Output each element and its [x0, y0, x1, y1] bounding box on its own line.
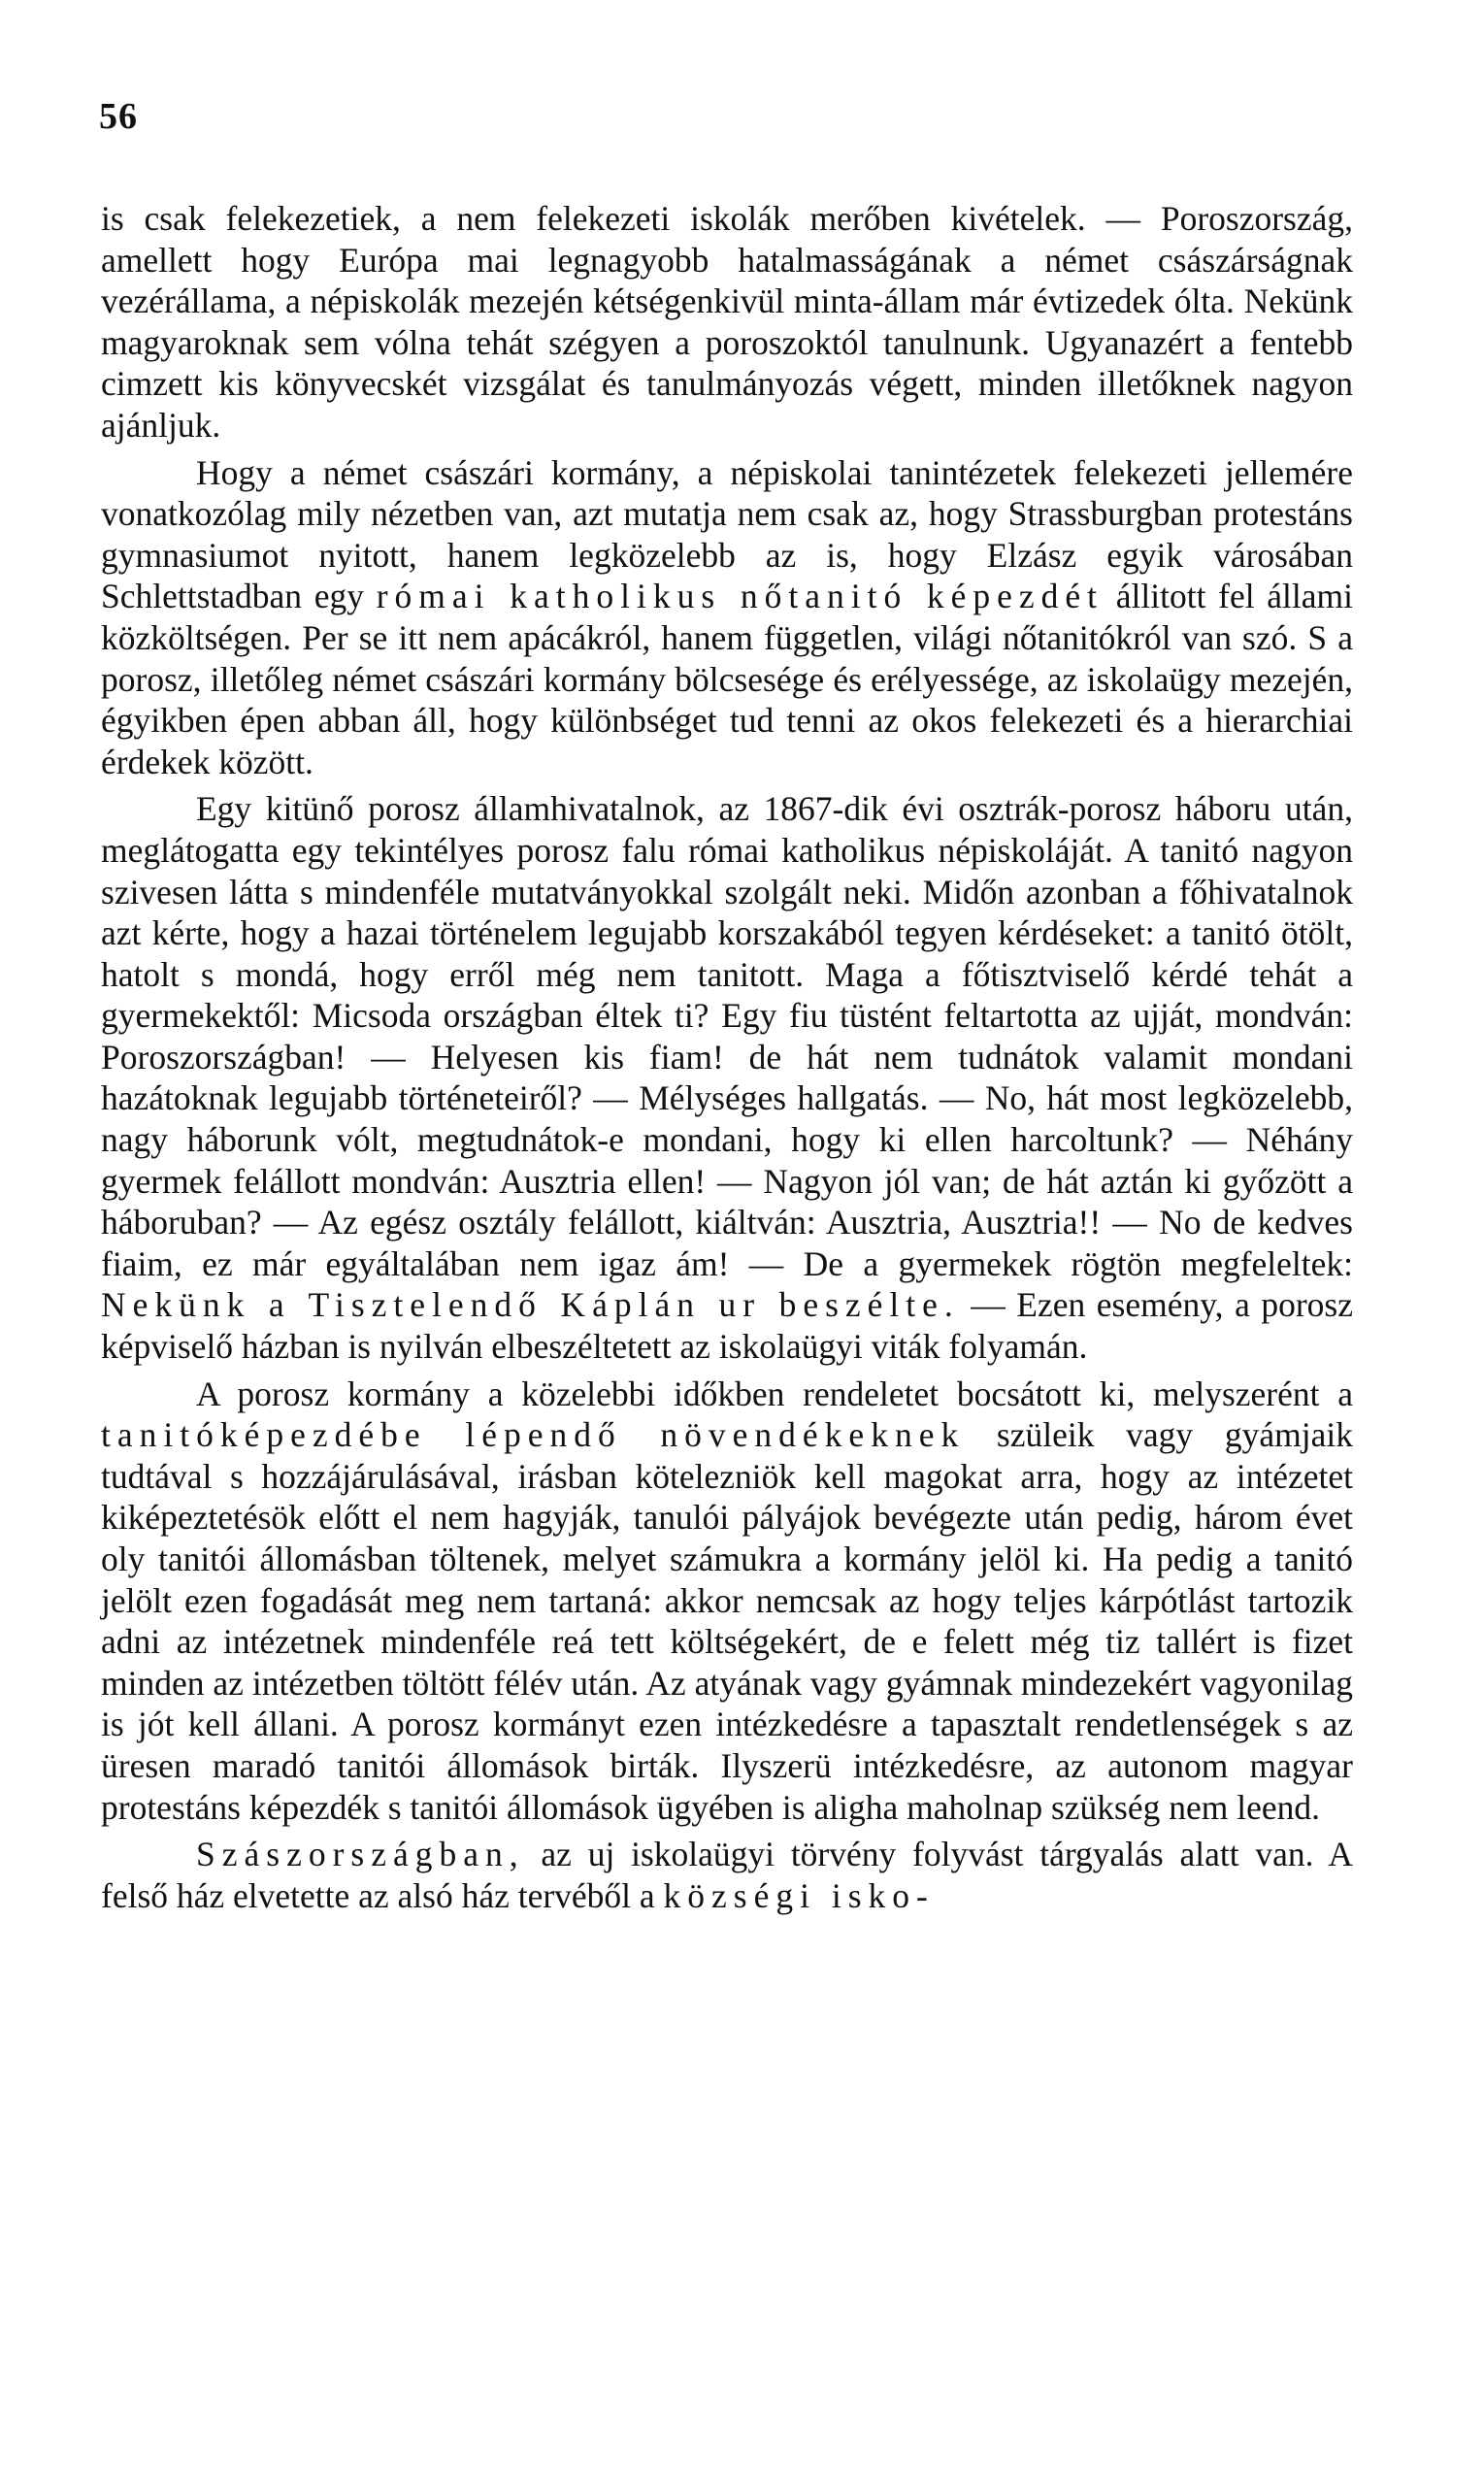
paragraph-text: Hogy a német császári kormány, a népiskolai tanintézetek felekezeti jellemére vonatkozólag mily nézetben van, azt mutatja nem csak az, hogy Strassburgban protestáns gymnasiumot nyitott, hanem legközelebb az is, hogy Elzász egyik városában Schlettstadban egy — [101, 452, 1353, 616]
paragraph-5 — [101, 1834, 1353, 1916]
paragraph-text: szüleik vagy gyámjaik tudtával s hozzájárulásával, irásban kötelezniök kell magokat arra, hogy az intézetet kiképeztetésök előtt el nem hagyják, tanulói pályájok bevégezte után pedig, három évet oly tanitói állomásban töltenek, melyet számukra a kormány jelöl ki. Ha pedig a tanitó jelölt ezen fogadását meg nem tartaná: akkor nemcsak az hogy teljes kárpótlást tartozik adni az intézetnek mindenféle reá tett költségekért, de e felett még tiz tallért is fizet minden az intézetben töltött félév után. Az atyának vagy gyámnak mindezekért vagyonilag is jót kell állani. A porosz kormányt ezen intézkedésre a tapasztalt rendetlenségek s az üresen maradó tanitói állomások birták. Ilyszerü intézkedésre, az autonom magyar protestáns képezdék s tanitói állomások ügyében is aligha maholnap szükség nem leend. — [101, 1415, 1353, 1827]
body-text — [101, 198, 1353, 1922]
emphasized-text: római katholikus nőtanitó képezdét — [376, 577, 1105, 616]
paragraph-2 — [101, 452, 1353, 783]
paragraph-4 — [101, 1374, 1353, 1829]
paragraph-text: az uj iskolaügyi törvény folyvást tárgyalás alatt van. A felső ház elvetette az alsó ház tervéből a — [101, 1835, 1353, 1915]
emphasized-text: Szászországban, — [196, 1835, 525, 1874]
emphasized-text: Nekünk a Tisztelendő Káplán ur beszélte. — [101, 1285, 960, 1325]
paragraph-text: állitott fel állami közköltségen. Per se itt nem apácákról, hanem független, világi nőtanitókról van szó. S a porosz, illetőleg német császári kormány bölcsesége és erélyessége, az iskolaügy mezején, égyikben épen abban áll, hogy különbséget tud tenni az okos felekezeti és a hierarchiai érdekek között. — [101, 577, 1354, 781]
paragraph-text: Egy kitünő porosz államhivatalnok, az 1867-dik évi osztrák-porosz háboru után, meglátogatta egy tekintélyes porosz falu római katholikus népiskoláját. A tanitó nagyon szivesen látta s mindenféle mutatványokkal szolgált neki. Midőn azonban a főhivatalnok azt kérte, hogy a hazai történelem legujabb korszakából tegyen kérdéseket: a tanitó ötölt, hatolt s mondá, hogy erről még nem tanitott. Maga a főtisztviselő kérdé tehát a gyermekektől: Micsoda országban éltek ti? Egy fiu tüstént feltartotta az ujját, mondván: Poroszországban! — Helyesen kis fiam! de hát nem tudnátok valamit mondani hazátoknak legujabb történeteiről? — Mélységes hallgatás. — No, hát most legközelebb, nagy háborunk vólt, megtudnátok-e mondani, hogy ki ellen harcoltunk? — Néhány gyermek felállott mondván: Ausztria ellen! — Nagyon jól van; de hát aztán ki győzött a háboruban? — Az egész osztály felállott, kiáltván: Ausztria, Ausztria!! — No de kedves fiaim, ez már egyáltalában nem igaz ám! — De a gyermekek rögtön megfeleltek: — [101, 789, 1353, 1283]
paragraph-text: is csak felekezetiek, a nem felekezeti iskolák merőben kivételek. — Poroszország, amellett hogy Európa mai legnagyobb hatalmasságának a német császárságnak vezérállama, a népiskolák mezején kétségenkivül minta-állam már évtizedek ólta. Nekünk magyaroknak sem vólna tehát szégyen a poroszoktól tanulnunk. Ugyanazért a fentebb cimzett kis könyvecskét vizsgálat és tanulmányozás végett, minden illetőknek nagyon ajánljuk. — [101, 199, 1353, 445]
paragraph-text: A porosz kormány a közelebbi időkben rendeletet bocsátott ki, melyszerént a — [196, 1374, 1353, 1413]
page-number: 56 — [99, 96, 138, 137]
emphasized-text: tanitóképezdébe lépendő növendékeknek — [101, 1415, 966, 1455]
paragraph-3 — [101, 788, 1353, 1367]
emphasized-text: községi isko- — [663, 1875, 935, 1915]
paragraph-1 — [101, 198, 1353, 447]
paragraph-text: — Ezen esemény, a porosz képviselő házban is nyilván elbeszéltetett az iskolaügyi viták folyamán. — [101, 1285, 1353, 1367]
